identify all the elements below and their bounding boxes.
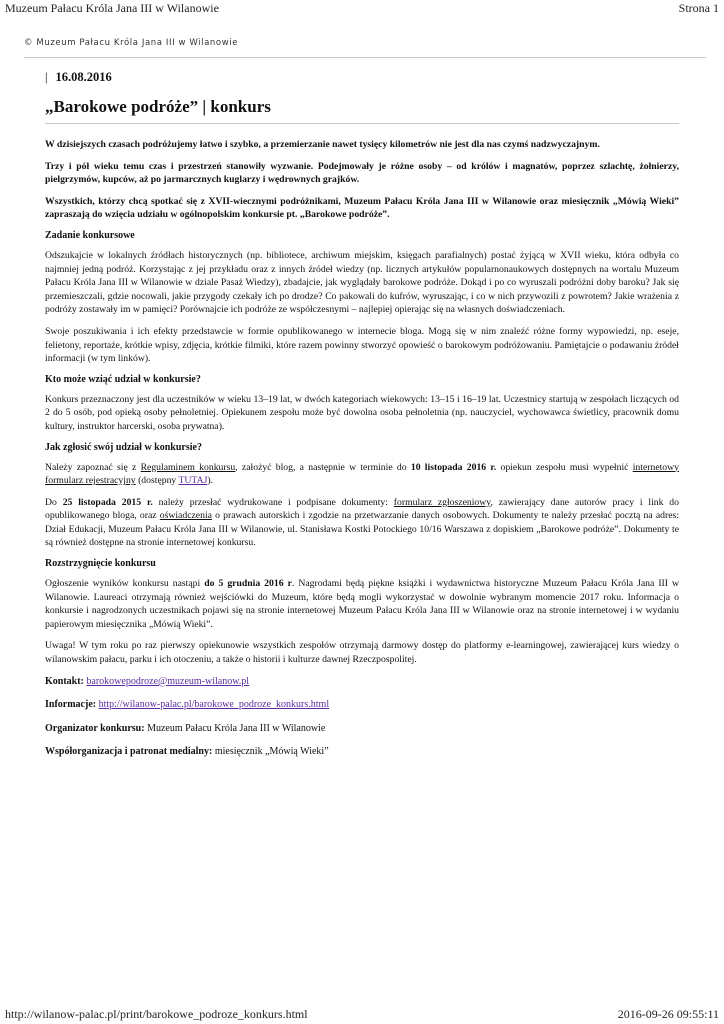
organizer-label: Organizator konkursu: (45, 722, 145, 734)
organizer-line (45, 722, 679, 736)
who-paragraph: Konkurs przeznaczony jest dla uczestników w wieku 13–19 lat, w dwóch kategoriach wiekowych: 13–15 i 16–19 lat. Uczestnicy startują w zespołach liczących od 2 do 5 osób, pod opieką osoby pełnoletniej. Opiekunem zespołu może być dowolna osoba pełnoletnia (np. nauczyciel, wychowawca świetlicy, pracownik domu kultury, instruktor harcerski, osoba prywatna). (45, 393, 679, 432)
section-heading-how: Jak zgłosić swój udział w konkursie? (45, 441, 202, 453)
info-url-link[interactable]: http://wilanow-palac.pl/barokowe_podroze_konkurs.html (98, 699, 330, 711)
article-title: „Barokowe podróże” | konkurs (45, 97, 679, 124)
registration-deadline: 10 listopada 2016 r. (410, 461, 497, 473)
text-span: , zawierający dane autorów pracy i link do opublikowanego bloga, oraz (45, 496, 679, 522)
here-link[interactable]: TUTAJ (178, 475, 208, 487)
date-separator: | (45, 70, 48, 84)
text-span: , założyć blog, a następnie w terminie do (235, 461, 411, 473)
print-header-page: Strona 1 (678, 1, 719, 15)
registration-form-link[interactable]: internetowy formularz rejestracyjny (45, 461, 679, 487)
notice-paragraph: Uwaga! W tym roku po raz pierwszy opiekunowie wszystkich zespołów otrzymają darmowy dostęp do platformy e-learningowej, zawierającej kurs wiedzy o wilanowskim pałacu, parku i ich otoczeniu, a także o historii i kulturze dawnej Rzeczpospolitej. (45, 640, 679, 666)
contact-label: Kontakt: (45, 675, 84, 687)
text-span: opiekun zespołu musi wypełnić (496, 461, 633, 473)
organizer-value: Muzeum Pałacu Króla Jana III w Wilanowie (147, 722, 326, 734)
section-heading-task: Zadanie konkursowe (45, 229, 135, 241)
coorganizer-label: Współorganizacja i patronat medialny: (45, 746, 213, 758)
print-footer-timestamp: 2016-09-26 09:55:11 (617, 1007, 719, 1021)
application-form-link[interactable]: formularz zgłoszeniowy (393, 496, 491, 508)
article (45, 70, 679, 769)
text-span: należy przesłać wydrukowane i podpisane dokumenty: (152, 496, 394, 508)
coorganizer-line (45, 745, 679, 759)
task-paragraph-1: Odszukajcie w lokalnych źródłach historycznych (np. bibliotece, archiwum miejskim, księgach parafialnych) postać żyjącą w XVII wieku, która odbyła co najmniej jedną podróż. Korzystając z jej przykładu oraz z innych źródeł wiedzy (np. licznych artykułów popularnonaukowych dostępnych na wortalu Muzeum Pałacu Króla Jana III w Wilanowie w dziale Pasaż Wiedzy), zbadajcie, jak wyglądały barokowe podróże. Dokąd i po co wyruszali podróżni doby baroku? Jak się przemieszczali, gdzie nocowali, jakie przygody czekały ich po drodze? Co pakowali do kufrów, wyruszając, i co w nich przywozili z powrotem? Jakie wrażenia z podróży zostawały im w pamięci? Porównajcie ich podróże ze współczesnymi – najlepiej opierając się na własnych doświadczeniach. (45, 249, 679, 316)
coorganizer-value: miesięcznik „Mówią Wieki” (214, 746, 329, 758)
print-footer (5, 1006, 719, 1022)
how-paragraph-1 (45, 461, 679, 488)
how-paragraph-2 (45, 496, 679, 550)
contact-email-link[interactable]: barokowepodroze@muzeum-wilanow.pl (86, 675, 250, 687)
print-footer-url: http://wilanow-palac.pl/print/barokowe_podroze_konkurs.html (5, 1007, 308, 1021)
article-date-line (45, 70, 679, 85)
regulations-link[interactable]: Regulaminem konkursu (140, 461, 236, 473)
results-date: do 5 grudnia 2016 r (204, 578, 292, 590)
contact-line (45, 675, 679, 689)
text-span: o prawach autorskich i zgodzie na przetwarzanie danych osobowych. Dokumenty te należy przesłać pocztą na adres: Dział Edukacji, Muzeum Pałacu Króla Jana III w Wilanowie, ul. Stanisława Kostki Potockiego 10/16 Warszawa z dopiskiem „Barokowe podróże”. Dokumenty te są również dostępne na stronie internetowej konkursu. (45, 510, 679, 549)
print-header (5, 0, 719, 16)
lead-paragraph-2: Trzy i pół wieku temu czas i przestrzeń stanowiły wyzwanie. Podejmowały je różne osoby – od królów i magnatów, poprzez szlachtę, żołnierzy, pielgrzymów, kupców, aż po jarmarcznych kuglarzy i wędrownych grajków. (45, 160, 679, 186)
info-label: Informacje: (45, 699, 97, 711)
text-span: Należy zapoznać się z (45, 461, 141, 473)
article-date: 16.08.2016 (55, 70, 112, 84)
lead-paragraph-1: W dzisiejszych czasach podróżujemy łatwo i szybko, a przemierzanie nawet tysięcy kilometrów nie jest dla nas czymś nadzwyczajnym. (45, 139, 600, 150)
info-line (45, 698, 679, 712)
section-heading-result: Rozstrzygnięcie konkursu (45, 558, 156, 570)
lead-paragraph-3: Wszystkich, którzy chcą spotkać się z XVII-wiecznymi podróżnikami, Muzeum Pałacu Króla Jana III w Wilanowie oraz miesięcznik „Mówią Wieki” zapraszają do wzięcia udziału w ogólnopolskim konkursie pt. „Barokowe podróże”. (45, 195, 679, 221)
site-copyright-bar: © Muzeum Pałacu Króla Jana III w Wilanowie (24, 38, 706, 58)
print-header-title: Muzeum Pałacu Króla Jana III w Wilanowie (5, 1, 219, 15)
text-span: (dostępny (135, 475, 179, 487)
documents-deadline: 25 listopada 2015 r. (62, 496, 153, 508)
text-span: ). (207, 475, 213, 487)
result-paragraph (45, 577, 679, 631)
section-heading-who: Kto może wziąć udział w konkursie? (45, 373, 201, 385)
text-span: Ogłoszenie wyników konkursu nastąpi (45, 578, 205, 590)
task-paragraph-2: Swoje poszukiwania i ich efekty przedstawcie w formie opublikowanego w internecie bloga. Mogą się w nim znaleźć różne formy wypowiedzi, np. eseje, felietony, reportaże, krótkie wpisy, zdjęcia, krótkie filmiki, które razem powinny stworzyć opowieść o barokowym podróżowaniu. Pamiętajcie o podawaniu źródeł informacji (w tym linków). (45, 325, 679, 365)
text-span: Do (45, 496, 63, 508)
statements-link[interactable]: oświadczenia (159, 510, 212, 522)
text-span: . Nagrodami będą piękne książki i wydawnictwa historyczne Muzeum Pałacu Króla Jana III w Wilanowie. Laureaci otrzymają również wejściówki do Muzeum, które będą mogli wykorzystać w dowolnie wybranym momencie 2017 roku. Informacja o konkursie i nagrodzonych uczestnikach pojawi się na stronie internetowej Muzeum Pałacu Króla Jana III w Wilanowie oraz na stronie internetowej i w wydaniu papierowym miesięcznika „Mówią Wieki”. (45, 578, 680, 630)
